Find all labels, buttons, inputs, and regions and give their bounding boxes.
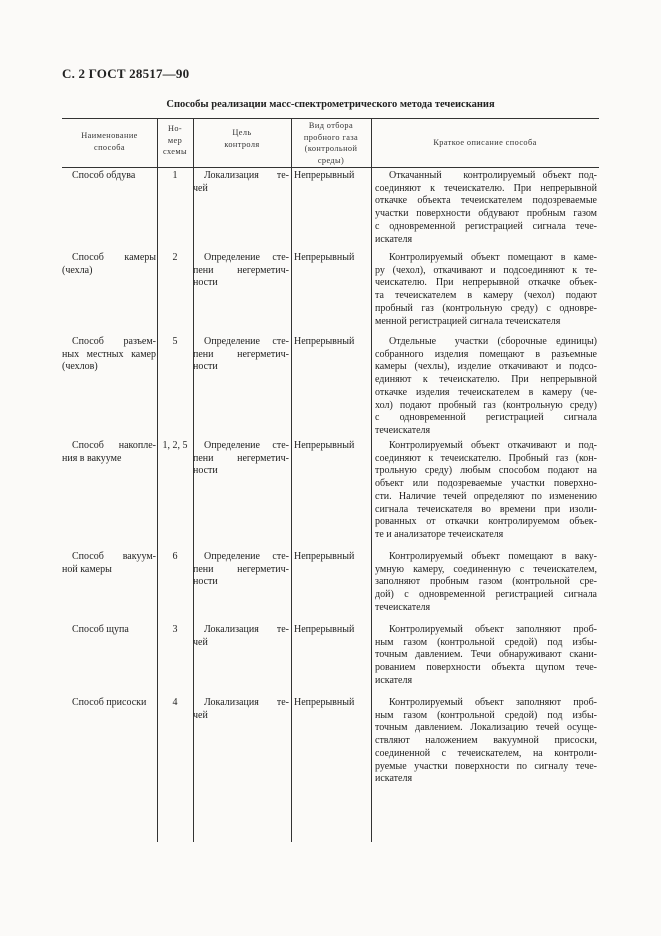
column-divider (193, 118, 194, 842)
name-line: ных местных камер (62, 348, 156, 360)
row-number: 4 (172, 697, 178, 708)
column-divider (291, 118, 292, 842)
name-line: Способ вакуум- (72, 551, 156, 562)
row-name (62, 336, 156, 374)
description-line: искателя (375, 233, 413, 245)
name-line: Способ обдува (72, 170, 136, 181)
header-line: Краткое описание способа (433, 138, 537, 147)
row-name (72, 624, 156, 637)
purpose-line: Определение сте- (204, 440, 289, 451)
row-name (72, 697, 156, 710)
row-gas: Непрерывный (294, 697, 355, 708)
row-description (375, 697, 597, 786)
header-line: Вид отбора (308, 121, 354, 130)
name-line: Способ разъем- (72, 336, 156, 347)
purpose-line: ности (193, 576, 218, 588)
description-line: Контролируемый объект заполняют проб- (389, 697, 597, 708)
row-gas: Непрерывный (294, 624, 355, 635)
description-line: ру (чехол), откачивают и подсоединяют к те- (375, 264, 597, 276)
row-description (375, 551, 597, 615)
purpose-line: Локализация те- (204, 624, 289, 635)
purpose-line: Определение сте- (204, 551, 289, 562)
purpose-line: чей (193, 636, 208, 648)
name-line: (чехлов) (62, 361, 98, 373)
row-name (72, 170, 156, 183)
description-line: соединяют к течеискателю. При непрерывной (375, 182, 597, 194)
description-line: откачке изделия течеискателем в камеру (че- (375, 386, 597, 398)
description-line: течеискателя (375, 601, 431, 613)
header-line: Цель (232, 128, 252, 137)
column-divider (157, 118, 158, 842)
header-number (157, 123, 193, 158)
row-description (375, 170, 597, 246)
row-number: 5 (172, 336, 178, 347)
header-purpose (193, 127, 291, 150)
description-line: рованием поверхности объекта щупом тече- (375, 662, 597, 674)
description-line: собранного изделия помещают в разъемные (375, 348, 597, 360)
table-header-rule (62, 167, 599, 168)
description-line: Отдельные участки (сборочные единицы) (389, 336, 597, 347)
description-line: с одновременной регистрацией сигнала (375, 412, 597, 424)
row-name (62, 440, 156, 465)
row-name (62, 551, 156, 576)
row-purpose (193, 624, 289, 649)
description-line: сти. Наличие течей определяют по изменению (375, 490, 597, 502)
row-description (375, 440, 597, 542)
row-description (375, 252, 597, 328)
name-line: (чехла) (62, 264, 93, 276)
description-line: чеискателю. При непрерывной откачке объек- (375, 277, 597, 289)
description-line: Контролируемый объект помещают в каме- (389, 252, 597, 263)
description-line: Откачанный контролируемый объект под- (389, 170, 597, 181)
page-header: С. 2 ГОСТ 28517—90 (62, 66, 190, 81)
purpose-line: чей (193, 709, 208, 721)
name-line: Способ накопле- (72, 440, 156, 451)
description-line: сигнала течеискателя во времени при изоли- (375, 503, 597, 515)
description-line: соединенной с течеискателем, на контроли- (375, 747, 597, 759)
row-purpose (193, 336, 289, 374)
row-number: 1, 2, 5 (162, 440, 188, 451)
header-line: Наименование (81, 131, 138, 140)
row-description (375, 336, 597, 438)
name-line: Способ присоски (72, 697, 147, 708)
description-line: камеры (чехлы), изделие откачивают и подсо- (375, 361, 597, 373)
header-line: мер (167, 135, 183, 145)
row-number: 3 (172, 624, 178, 635)
header-line: пробного газа (303, 132, 359, 142)
header-line: Но- (167, 124, 183, 133)
purpose-line: Определение сте- (204, 252, 289, 263)
header-line: способа (93, 142, 125, 152)
name-line: ной камеры (62, 563, 112, 575)
description-line: участки поверхности обдувают пробным газом (375, 208, 597, 220)
purpose-line: пени негерметич- (193, 452, 289, 464)
row-purpose (193, 697, 289, 722)
row-number: 6 (172, 551, 178, 562)
header-line: (контрольной (304, 144, 358, 154)
description-line: единяют к течеискателю. При непрерывной (375, 374, 597, 386)
description-line: трольную среду) любым способом подают на (375, 465, 597, 477)
description-line: Контролируемый объект помещают в ваку- (389, 551, 597, 562)
purpose-line: пени негерметич- (193, 563, 289, 575)
purpose-line: пени негерметич- (193, 348, 289, 360)
description-line: искателя (375, 773, 413, 785)
header-gas (291, 120, 371, 166)
row-gas: Непрерывный (294, 170, 355, 181)
description-line: руемые участки поверхности по сигналу тече- (375, 760, 597, 772)
description-line: точным давлением. Течи обнаруживают скани- (375, 649, 597, 661)
description-line: ствляют наложением вакуумной присоски, (375, 735, 597, 747)
description-line: откачке объекта течеискателем подозреваемые (375, 195, 597, 207)
name-line: ния в вакууме (62, 452, 122, 464)
purpose-line: Локализация те- (204, 697, 289, 708)
row-number: 1 (172, 170, 178, 181)
row-gas: Непрерывный (294, 252, 355, 263)
description-line: умную камеру, соединенную с течеискателем, (375, 563, 597, 575)
table-title: Способы реализации масс-спектрометрического метода течеискания (166, 99, 495, 110)
description-line: Контролируемый объект откачивают и под- (389, 440, 597, 451)
description-line: те и анализаторе течеискателя (375, 528, 504, 540)
row-purpose (193, 170, 289, 195)
header-line: контроля (224, 139, 260, 149)
header-description (371, 137, 599, 149)
description-line: точным давлением. Локализацию течей осуще- (375, 722, 597, 734)
header-line: схемы (162, 147, 188, 157)
row-name (62, 252, 156, 277)
description-line: соединяют к течеискателю. Пробный газ (кон- (375, 452, 597, 464)
row-purpose (193, 252, 289, 290)
description-line: менной регистрацией сигнала течеискателя (375, 315, 561, 327)
description-line: ным газом (контрольной средой) под избы- (375, 636, 597, 648)
description-line: объект или подозреваемые участки поверхно- (375, 478, 597, 490)
description-line: хол) подают пробный газ (контрольную среду) (375, 399, 597, 411)
description-line: пробный газ (контрольную среду) с одновре- (375, 302, 597, 314)
purpose-line: пени негерметич- (193, 264, 289, 276)
description-line: дой) с одновременной регистрацией сигнала (375, 589, 597, 601)
row-purpose (193, 551, 289, 589)
description-line: та течеискателем в камеру (чехол) подают (375, 290, 597, 302)
row-gas: Непрерывный (294, 336, 355, 347)
description-line: искателя (375, 674, 413, 686)
purpose-line: чей (193, 182, 208, 194)
row-purpose (193, 440, 289, 478)
description-line: ным газом (контрольной средой) под избы- (375, 709, 597, 721)
purpose-line: Локализация те- (204, 170, 289, 181)
header-line: среды) (317, 155, 345, 165)
header-name (62, 130, 157, 153)
row-gas: Непрерывный (294, 551, 355, 562)
description-line: Контролируемый объект заполняют проб- (389, 624, 597, 635)
row-gas: Непрерывный (294, 440, 355, 451)
purpose-line: Определение сте- (204, 336, 289, 347)
column-divider (371, 118, 372, 842)
table-top-rule (62, 118, 599, 119)
name-line: Способ щупа (72, 624, 129, 635)
name-line: Способ камеры (72, 252, 156, 263)
purpose-line: ности (193, 277, 218, 289)
description-line: течеискателя (375, 424, 431, 436)
row-description (375, 624, 597, 688)
purpose-line: ности (193, 361, 218, 373)
description-line: с одновременной регистрацией сигнала тече- (375, 220, 597, 232)
purpose-line: ности (193, 465, 218, 477)
description-line: рованных от откачки контролируемом объек- (375, 516, 597, 528)
row-number: 2 (172, 252, 178, 263)
description-line: заполняют пробным газом (контрольной сре- (375, 576, 597, 588)
